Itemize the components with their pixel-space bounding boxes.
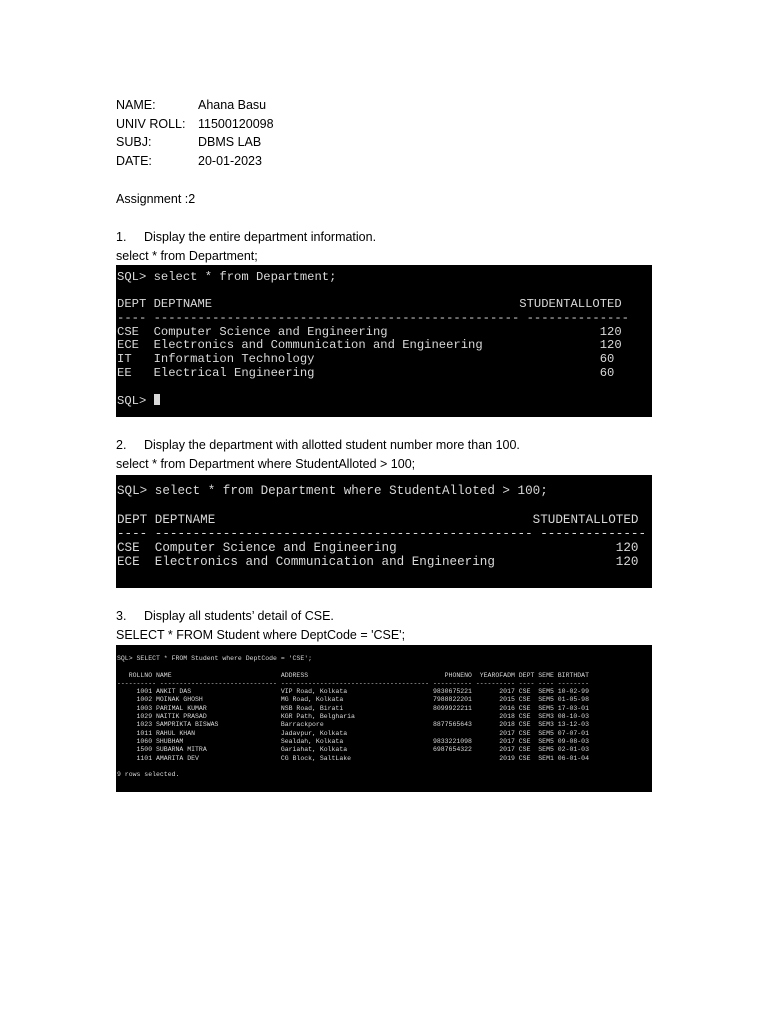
date-row [116,152,274,171]
terminal-line: SQL> SELECT * FROM Student where DeptCode = 'CSE'; [117,655,313,662]
result-row: 1002 MOINAK GHOSH MG Road, Kolkata 7988822201 2015 CSE SEM5 01-05-98 [117,696,589,704]
result-header: DEPT DEPTNAME STUDENTALLOTED [117,297,622,312]
cursor-icon [154,394,160,405]
rows-selected-message: 9 rows selected. [117,771,180,779]
result-row: ECE Electronics and Communication and Engineering 120 [117,338,622,353]
sql-prompt-text: SQL> [117,394,154,409]
sql-prompt[interactable] [117,394,652,408]
subject-row [116,133,274,152]
name-value: Ahana Basu [198,98,267,112]
terminal-line [117,663,652,671]
result-row: IT Information Technology 60 [117,352,615,367]
question-1-query: select * from Department; [116,249,258,263]
subject-value: DBMS LAB [198,135,262,149]
terminal-line: SQL> select * from Department where StudentAlloted > 100; [117,484,548,498]
date-label: DATE: [116,153,152,168]
question-2-number: 2. [116,438,127,452]
question-3-number: 3. [116,609,127,623]
question-2-query: select * from Department where StudentAlloted > 100; [116,457,416,471]
terminal-line [117,285,652,299]
result-row: 1001 ANKIT DAS VIP Road, Kolkata 9830675221 2017 CSE SEM5 10-02-99 [117,688,589,696]
question-1-text: Display the entire department information. [144,230,377,244]
question-2-heading [116,437,520,453]
terminal-output-2 [116,475,652,588]
terminal-line [117,763,652,771]
terminal-line [117,381,652,395]
question-1-number: 1. [116,230,127,244]
result-row: 1003 PARIMAL KUMAR NSB Road, Birati 8099922211 2016 CSE SEM5 17-03-01 [117,704,589,712]
result-row: 1500 SUBARNA MITRA Gariahat, Kolkata 6987654322 2017 CSE SEM5 02-01-03 [117,746,589,754]
result-row: 1060 SHUBHAM Sealdah, Kolkata 9833221098 2017 CSE SEM5 09-08-03 [117,737,589,745]
question-1-heading [116,229,376,245]
univ-roll-value: 11500120098 [198,116,274,131]
question-2-text: Display the department with allotted student number more than 100. [144,438,520,452]
terminal-output-3 [116,645,652,792]
univ-roll-label: UNIV ROLL: [116,116,186,131]
result-separator: ---- -------------------------------------------------- -------------- [117,311,629,326]
subject-label: SUBJ: [116,135,152,149]
result-separator: ---- -------------------------------------------------- -------------- [117,526,647,541]
question-3-query: SELECT * FROM Student where DeptCode = 'CSE'; [116,628,406,642]
question-3-heading [116,608,334,624]
terminal-line: SQL> select * from Department; [117,270,337,284]
header-info [116,96,274,170]
assignment-title: Assignment :2 [116,192,196,206]
result-header: ROLLNO NAME ADDRESS PHONENO YEAROFADM DEPT SEME BIRTHDAT [117,671,589,679]
name-label: NAME: [116,98,156,112]
result-row: 1023 SAMPRIKTA BISWAS Barrackpore 8877565643 2018 CSE SEM3 13-12-03 [117,721,589,729]
date-value: 20-01-2023 [198,153,262,168]
univ-roll-row [116,115,274,134]
result-row: 1101 AMARITA DEV CG Block, SaltLake 2019 CSE SEM1 06-01-04 [117,754,589,762]
result-row: CSE Computer Science and Engineering 120 [117,541,639,556]
name-row [116,96,274,115]
result-row: 1011 RAHUL KHAN Jadavpur, Kolkata 2017 CSE SEM5 07-07-01 [117,729,589,737]
result-row: CSE Computer Science and Engineering 120 [117,324,622,339]
result-row: EE Electrical Engineering 60 [117,365,615,380]
question-3-text: Display all students’ detail of CSE. [144,609,334,623]
result-row: ECE Electronics and Communication and Engineering 120 [117,555,639,570]
result-separator: ---------- ------------------------------ -------------------------------------- ---------- ---------- ---- ---- -------- [117,679,589,687]
terminal-output-1 [116,265,652,417]
terminal-line [117,498,652,512]
result-header: DEPT DEPTNAME STUDENTALLOTED [117,512,639,527]
result-row: 1029 NAITIK PRASAD KGR Path, Belgharia 2018 CSE SEM3 08-10-03 [117,713,589,721]
